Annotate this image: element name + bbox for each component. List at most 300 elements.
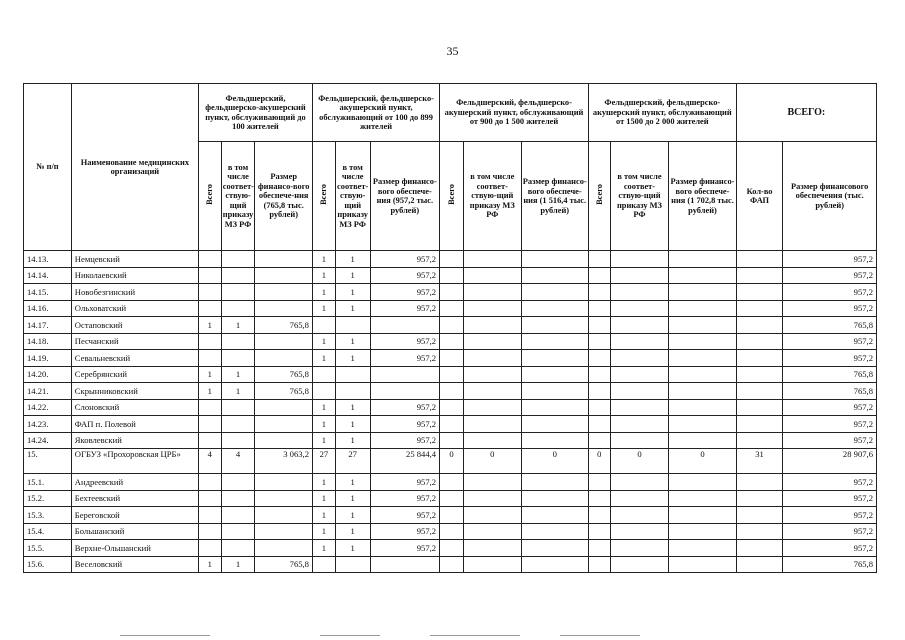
row-cell: 4	[221, 449, 255, 474]
row-cell	[312, 317, 335, 334]
row-cell	[588, 383, 610, 400]
row-cell	[521, 300, 588, 317]
row-cell: 957,2	[783, 284, 877, 301]
row-cell	[669, 507, 736, 524]
row-cell	[463, 333, 521, 350]
table-row	[24, 317, 877, 334]
row-cell	[669, 350, 736, 367]
row-cell: 957,2	[370, 251, 440, 268]
row-cell: 0	[610, 449, 669, 474]
row-cell: 1	[335, 523, 370, 540]
row-cell	[463, 416, 521, 433]
row-cell	[521, 507, 588, 524]
header-vsego-4: Всего	[588, 142, 610, 251]
row-cell	[521, 350, 588, 367]
row-cell	[255, 300, 313, 317]
row-cell: 31	[736, 449, 783, 474]
row-name: Николаевский	[71, 267, 198, 284]
row-cell	[198, 432, 221, 449]
row-cell	[521, 267, 588, 284]
row-number: 15.1.	[24, 474, 72, 491]
row-cell	[255, 284, 313, 301]
row-cell	[312, 383, 335, 400]
row-cell	[588, 350, 610, 367]
row-name: Песчанский	[71, 333, 198, 350]
row-cell	[736, 383, 783, 400]
row-cell: 957,2	[370, 333, 440, 350]
row-cell	[440, 317, 464, 334]
row-cell	[669, 399, 736, 416]
row-cell: 0	[463, 449, 521, 474]
row-cell	[736, 416, 783, 433]
row-cell	[221, 432, 255, 449]
footer-rule	[430, 635, 520, 636]
row-cell: 4	[198, 449, 221, 474]
row-cell: 957,2	[783, 523, 877, 540]
row-cell: 957,2	[370, 474, 440, 491]
row-cell	[221, 399, 255, 416]
row-cell	[610, 300, 669, 317]
table-row	[24, 474, 877, 491]
row-cell: 1	[312, 490, 335, 507]
row-cell	[255, 540, 313, 557]
row-number: 15.4.	[24, 523, 72, 540]
row-cell	[255, 474, 313, 491]
row-cell: 957,2	[783, 416, 877, 433]
row-cell: 1	[198, 556, 221, 573]
header-num: № п/п	[24, 84, 72, 251]
row-cell	[610, 267, 669, 284]
row-cell: 1	[312, 507, 335, 524]
row-cell	[669, 317, 736, 334]
row-number: 14.13.	[24, 251, 72, 268]
row-cell: 1	[312, 399, 335, 416]
row-cell	[669, 251, 736, 268]
row-cell: 1	[312, 267, 335, 284]
row-cell: 957,2	[370, 523, 440, 540]
row-cell	[736, 251, 783, 268]
row-cell	[521, 333, 588, 350]
row-cell: 957,2	[370, 490, 440, 507]
row-cell: 1	[335, 333, 370, 350]
row-name: Серебрянский	[71, 366, 198, 383]
row-cell	[370, 366, 440, 383]
row-cell: 957,2	[783, 474, 877, 491]
row-cell	[736, 490, 783, 507]
header-count-fap: Кол-во ФАП	[736, 142, 783, 251]
row-name: Береговской	[71, 507, 198, 524]
row-cell	[440, 540, 464, 557]
footer-rule	[120, 635, 210, 636]
row-cell	[198, 251, 221, 268]
row-cell	[588, 366, 610, 383]
row-name: Верхне-Ольшанский	[71, 540, 198, 557]
row-cell: 1	[312, 432, 335, 449]
row-name: Остаповский	[71, 317, 198, 334]
row-name: Севальневский	[71, 350, 198, 367]
row-cell: 1	[312, 284, 335, 301]
header-group-2: Фельдшерский, фельдшерско-акушерский пункт, обслуживающий от 100 до 899 жителей	[312, 84, 439, 142]
row-cell	[463, 540, 521, 557]
row-cell	[255, 490, 313, 507]
row-cell	[440, 432, 464, 449]
row-cell	[736, 366, 783, 383]
header-fin-4: Размер финансо-вого обеспече-ния (1 702,8 тыс. рублей)	[669, 142, 736, 251]
row-cell	[221, 300, 255, 317]
row-cell	[736, 317, 783, 334]
row-cell	[669, 490, 736, 507]
row-cell: 765,8	[255, 317, 313, 334]
row-cell	[521, 490, 588, 507]
row-cell	[463, 251, 521, 268]
table-row	[24, 432, 877, 449]
row-cell: 1	[335, 300, 370, 317]
row-number: 15.6.	[24, 556, 72, 573]
page-number: 35	[446, 44, 459, 58]
row-cell: 3 063,2	[255, 449, 313, 474]
row-cell	[440, 251, 464, 268]
row-cell: 1	[335, 490, 370, 507]
row-cell: 0	[669, 449, 736, 474]
row-number: 14.24.	[24, 432, 72, 449]
row-cell	[610, 490, 669, 507]
row-cell	[221, 490, 255, 507]
header-incl-3: в том числе соответ-ствую-щий приказу МЗ РФ	[463, 142, 521, 251]
table-row	[24, 416, 877, 433]
row-name: Ольховатский	[71, 300, 198, 317]
row-cell: 957,2	[370, 432, 440, 449]
row-name: Большанский	[71, 523, 198, 540]
row-cell	[370, 556, 440, 573]
row-cell: 27	[312, 449, 335, 474]
row-cell	[610, 317, 669, 334]
row-cell: 1	[312, 333, 335, 350]
row-cell	[588, 251, 610, 268]
row-cell	[521, 366, 588, 383]
row-cell: 765,8	[783, 317, 877, 334]
header-vsego-1: Всего	[198, 142, 221, 251]
row-cell: 1	[198, 383, 221, 400]
table-row	[24, 333, 877, 350]
row-number: 15.3.	[24, 507, 72, 524]
row-number: 14.18.	[24, 333, 72, 350]
row-cell: 1	[312, 350, 335, 367]
row-number: 14.21.	[24, 383, 72, 400]
row-cell	[610, 333, 669, 350]
row-cell	[463, 300, 521, 317]
row-cell: 957,2	[370, 300, 440, 317]
row-cell: 1	[335, 267, 370, 284]
row-cell	[588, 556, 610, 573]
row-number: 14.23.	[24, 416, 72, 433]
row-cell: 957,2	[783, 399, 877, 416]
row-cell: 1	[312, 540, 335, 557]
row-cell	[221, 507, 255, 524]
row-cell: 765,8	[783, 366, 877, 383]
row-cell	[440, 416, 464, 433]
row-cell	[463, 474, 521, 491]
row-cell	[588, 300, 610, 317]
row-cell	[198, 540, 221, 557]
row-cell: 765,8	[255, 366, 313, 383]
row-cell: 1	[312, 416, 335, 433]
row-cell	[335, 366, 370, 383]
row-cell: 1	[335, 432, 370, 449]
row-cell	[669, 556, 736, 573]
row-cell: 28 907,6	[783, 449, 877, 474]
row-cell: 1	[335, 474, 370, 491]
row-cell: 0	[440, 449, 464, 474]
row-cell: 957,2	[370, 507, 440, 524]
row-cell	[255, 267, 313, 284]
row-cell	[221, 523, 255, 540]
row-cell: 1	[312, 300, 335, 317]
row-cell	[312, 366, 335, 383]
row-cell	[669, 267, 736, 284]
row-cell	[588, 284, 610, 301]
row-cell	[198, 350, 221, 367]
row-cell	[440, 267, 464, 284]
row-cell: 957,2	[783, 490, 877, 507]
row-cell: 957,2	[783, 333, 877, 350]
row-cell	[255, 416, 313, 433]
row-cell: 27	[335, 449, 370, 474]
row-number: 14.15.	[24, 284, 72, 301]
row-cell	[463, 523, 521, 540]
row-cell	[669, 432, 736, 449]
row-cell: 957,2	[783, 507, 877, 524]
row-cell	[221, 284, 255, 301]
table-row	[24, 399, 877, 416]
row-cell	[335, 556, 370, 573]
row-cell	[736, 556, 783, 573]
row-name: ОГБУЗ «Прохоровская ЦРБ»	[71, 449, 198, 474]
row-cell	[370, 383, 440, 400]
row-name: Андреевский	[71, 474, 198, 491]
header-vsego-3: Всего	[440, 142, 464, 251]
row-cell: 957,2	[783, 540, 877, 557]
row-cell	[521, 523, 588, 540]
table-row	[24, 267, 877, 284]
row-cell	[669, 540, 736, 557]
row-cell	[736, 432, 783, 449]
row-cell	[370, 317, 440, 334]
row-cell	[588, 399, 610, 416]
row-cell: 957,2	[783, 251, 877, 268]
row-cell: 1	[335, 540, 370, 557]
row-cell	[521, 399, 588, 416]
row-cell	[669, 366, 736, 383]
row-cell	[521, 540, 588, 557]
row-number: 15.5.	[24, 540, 72, 557]
row-cell	[588, 432, 610, 449]
row-cell	[463, 507, 521, 524]
row-cell: 957,2	[370, 399, 440, 416]
row-cell: 1	[221, 317, 255, 334]
row-cell: 1	[335, 416, 370, 433]
row-cell	[521, 317, 588, 334]
row-cell	[221, 333, 255, 350]
row-cell: 957,2	[370, 284, 440, 301]
row-cell	[440, 399, 464, 416]
row-cell	[736, 333, 783, 350]
table-row	[24, 540, 877, 557]
row-cell	[440, 350, 464, 367]
header-fin-total: Размер финансового обеспечения (тыс. рублей)	[783, 142, 877, 251]
table-row	[24, 300, 877, 317]
row-cell	[463, 366, 521, 383]
row-cell	[463, 432, 521, 449]
row-cell	[521, 284, 588, 301]
row-cell	[440, 523, 464, 540]
row-cell	[463, 399, 521, 416]
row-cell	[440, 474, 464, 491]
table-row	[24, 449, 877, 474]
row-cell	[463, 267, 521, 284]
row-cell: 0	[588, 449, 610, 474]
row-cell	[463, 317, 521, 334]
row-cell	[255, 399, 313, 416]
row-cell	[255, 432, 313, 449]
row-cell	[255, 507, 313, 524]
row-cell	[669, 474, 736, 491]
row-cell	[221, 267, 255, 284]
row-number: 14.19.	[24, 350, 72, 367]
header-total: ВСЕГО:	[736, 84, 876, 142]
row-cell	[736, 300, 783, 317]
row-cell	[221, 350, 255, 367]
header-name: Наименование медицинских организаций	[71, 84, 198, 251]
table-row	[24, 366, 877, 383]
row-cell: 1	[335, 251, 370, 268]
row-cell	[588, 540, 610, 557]
row-cell	[669, 284, 736, 301]
row-number: 14.17.	[24, 317, 72, 334]
row-cell: 765,8	[255, 383, 313, 400]
row-cell	[198, 523, 221, 540]
row-cell	[198, 474, 221, 491]
row-cell: 765,8	[255, 556, 313, 573]
row-cell	[610, 399, 669, 416]
row-cell: 1	[335, 350, 370, 367]
row-cell	[610, 416, 669, 433]
row-number: 14.22.	[24, 399, 72, 416]
row-cell	[255, 523, 313, 540]
row-cell	[610, 432, 669, 449]
header-group-1: Фельдшерский, фельдшерско-акушерский пункт, обслуживающий до 100 жителей	[198, 84, 312, 142]
row-name: Яковлевский	[71, 432, 198, 449]
row-cell	[610, 507, 669, 524]
header-fin-1: Размер финансо-вого обеспече-ния (765,8 тыс. рублей)	[255, 142, 313, 251]
row-cell	[440, 284, 464, 301]
row-cell	[736, 540, 783, 557]
row-cell	[521, 383, 588, 400]
row-cell	[669, 416, 736, 433]
row-cell	[440, 366, 464, 383]
footer-rule	[560, 635, 640, 636]
header-fin-3: Размер финансо-вого обеспече-ния (1 516,4 тыс. рублей)	[521, 142, 588, 251]
row-cell	[736, 350, 783, 367]
row-name: Немцевский	[71, 251, 198, 268]
row-cell: 1	[221, 556, 255, 573]
row-cell	[312, 556, 335, 573]
row-cell: 957,2	[783, 350, 877, 367]
row-cell	[736, 267, 783, 284]
header-fin-2: Размер финансо-вого обеспече-ния (957,2 тыс. рублей)	[370, 142, 440, 251]
row-number: 14.20.	[24, 366, 72, 383]
row-cell	[521, 556, 588, 573]
row-cell: 1	[312, 523, 335, 540]
row-cell	[198, 267, 221, 284]
row-cell	[610, 366, 669, 383]
row-cell	[198, 300, 221, 317]
header-vsego-2: Всего	[312, 142, 335, 251]
row-cell	[521, 416, 588, 433]
row-cell: 957,2	[783, 432, 877, 449]
row-cell	[588, 474, 610, 491]
header-incl-4: в том числе соответ-ствую-щий приказу МЗ РФ	[610, 142, 669, 251]
row-cell: 25 844,4	[370, 449, 440, 474]
row-cell	[198, 333, 221, 350]
row-cell: 1	[221, 383, 255, 400]
row-cell	[335, 317, 370, 334]
row-cell	[463, 350, 521, 367]
table-body	[24, 251, 877, 573]
fap-table	[23, 83, 877, 573]
row-cell: 957,2	[370, 267, 440, 284]
row-cell	[610, 251, 669, 268]
row-cell: 1	[335, 284, 370, 301]
row-cell	[440, 507, 464, 524]
row-cell	[221, 251, 255, 268]
row-cell	[335, 383, 370, 400]
header-group-4: Фельдшерский, фельдшерско-акушерский пункт, обслуживающий от 1500 до 2 000 жителей	[588, 84, 736, 142]
row-cell	[440, 333, 464, 350]
row-name: Новобезгинский	[71, 284, 198, 301]
table-row	[24, 251, 877, 268]
row-cell	[198, 399, 221, 416]
row-cell	[669, 383, 736, 400]
row-cell: 1	[335, 399, 370, 416]
row-name: Бехтеевский	[71, 490, 198, 507]
row-cell	[521, 474, 588, 491]
row-cell	[588, 523, 610, 540]
row-cell: 765,8	[783, 383, 877, 400]
footer-rule	[320, 635, 380, 636]
row-cell	[463, 556, 521, 573]
row-cell	[255, 333, 313, 350]
row-cell	[521, 432, 588, 449]
row-cell	[610, 350, 669, 367]
header-incl-2: в том числе соответ-ствую-щий приказу МЗ РФ	[335, 142, 370, 251]
row-cell	[610, 383, 669, 400]
row-cell: 0	[521, 449, 588, 474]
row-cell	[588, 490, 610, 507]
row-cell	[610, 556, 669, 573]
row-cell: 1	[312, 474, 335, 491]
row-name: Скрынниковский	[71, 383, 198, 400]
header-incl-1: в том числе соответ-ствую-щий приказу МЗ РФ	[221, 142, 255, 251]
row-cell	[221, 474, 255, 491]
row-name: Веселовский	[71, 556, 198, 573]
row-number: 14.16.	[24, 300, 72, 317]
row-cell	[198, 416, 221, 433]
row-cell: 1	[335, 507, 370, 524]
row-cell	[588, 416, 610, 433]
row-cell	[440, 490, 464, 507]
row-cell	[610, 474, 669, 491]
row-cell: 1	[221, 366, 255, 383]
